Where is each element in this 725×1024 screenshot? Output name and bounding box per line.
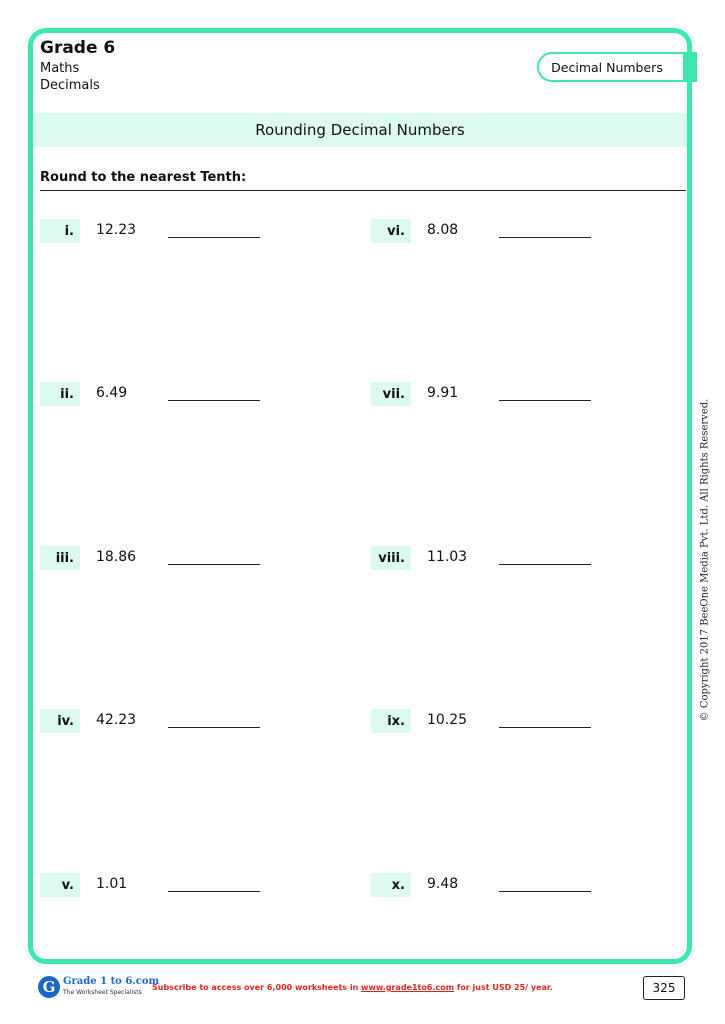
worksheet-title <box>33 113 687 147</box>
problem-value: 12.23 <box>96 222 137 238</box>
problem-item <box>371 873 601 899</box>
worksheet-title-text: Rounding Decimal Numbers <box>255 121 465 139</box>
answer-line[interactable] <box>499 237 591 238</box>
problem-item <box>371 382 601 408</box>
answer-line[interactable] <box>499 727 591 728</box>
topic-badge <box>537 52 697 82</box>
problem-number: ix. <box>371 709 411 733</box>
problem-item <box>40 873 270 899</box>
instruction: Round to the nearest Tenth: <box>40 170 686 191</box>
problem-number: x. <box>371 873 411 897</box>
problem-number: iii. <box>40 546 80 570</box>
problem-item <box>371 709 601 735</box>
problem-number: vi. <box>371 219 411 243</box>
page-number: 325 <box>643 976 685 1000</box>
problem-value: 8.08 <box>427 222 459 238</box>
problem-value: 18.86 <box>96 549 137 565</box>
problem-number: i. <box>40 219 80 243</box>
grade-label: Grade 6 <box>40 38 116 58</box>
site-logo[interactable] <box>38 974 160 1004</box>
answer-line[interactable] <box>168 727 260 728</box>
page-border <box>28 28 692 964</box>
logo-tagline: The Worksheet Specialists <box>63 989 142 996</box>
subscribe-text-pre: Subscribe to access over 6,000 worksheets in <box>152 983 362 992</box>
answer-line[interactable] <box>168 400 260 401</box>
problem-value: 6.49 <box>96 385 128 401</box>
problem-value: 9.91 <box>427 385 459 401</box>
logo-g-icon: G <box>38 976 60 998</box>
problem-value: 10.25 <box>427 712 468 728</box>
problem-number: viii. <box>371 546 411 570</box>
subject-label: Maths <box>40 61 80 76</box>
problem-value: 11.03 <box>427 549 468 565</box>
subject-block <box>40 60 100 94</box>
problem-value: 9.48 <box>427 876 459 892</box>
copyright-notice: © Copyright 2017 BeeOne Media Pvt. Ltd. All Rights Reserved. <box>699 398 711 722</box>
subscribe-link[interactable]: www.grade1to6.com <box>361 983 455 992</box>
answer-line[interactable] <box>168 891 260 892</box>
topic-label: Decimal Numbers <box>551 59 663 75</box>
problem-item <box>371 546 601 572</box>
answer-line[interactable] <box>499 564 591 565</box>
unit-label: Decimals <box>40 78 100 93</box>
problem-item <box>40 546 270 572</box>
subscribe-text-post: for just USD 25/ year. <box>454 983 553 992</box>
problem-number: ii. <box>40 382 80 406</box>
answer-line[interactable] <box>168 237 260 238</box>
problem-item <box>40 382 270 408</box>
answer-line[interactable] <box>499 400 591 401</box>
answer-line[interactable] <box>499 891 591 892</box>
subscribe-notice <box>152 983 553 992</box>
problem-item <box>40 709 270 735</box>
logo-brand-text: Grade 1 to 6.com <box>63 976 160 987</box>
problem-number: vii. <box>371 382 411 406</box>
problem-value: 1.01 <box>96 876 128 892</box>
problem-number: iv. <box>40 709 80 733</box>
problem-value: 42.23 <box>96 712 137 728</box>
problem-number: v. <box>40 873 80 897</box>
answer-line[interactable] <box>168 564 260 565</box>
problem-item <box>40 219 270 245</box>
problem-item <box>371 219 601 245</box>
